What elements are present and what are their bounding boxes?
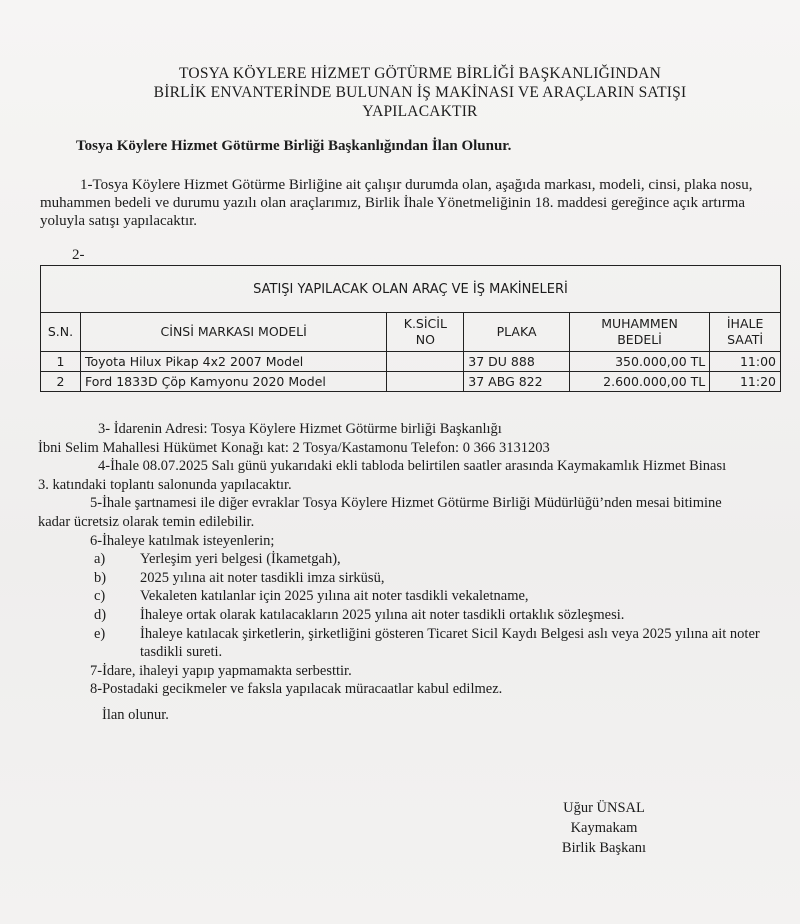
vehicle-table xyxy=(40,265,781,392)
table-row xyxy=(41,352,781,372)
list-marker: e) xyxy=(94,625,106,642)
cell-sn: 1 xyxy=(41,352,81,372)
cell-sicil xyxy=(387,352,464,372)
list-text: Yerleşim yeri belgesi (İkametgah), xyxy=(140,551,341,568)
header-sn: S.N. xyxy=(41,313,81,352)
signatory-name: Uğur ÜNSAL xyxy=(563,800,645,816)
heading-line-3: YAPILACAKTIR xyxy=(362,103,478,120)
signatory-title: Kaymakam xyxy=(570,820,638,836)
header-plaka: PLAKA xyxy=(464,313,570,352)
list-text: İhaleye katılacak şirketlerin, şirketliğini gösteren Ticaret Sicil Kaydı Belgesi aslı veya 2025 yılına ait noter tasdikli sureti. xyxy=(140,625,760,661)
list-item xyxy=(38,550,788,569)
list-marker: a) xyxy=(94,551,106,568)
cell-bedel: 2.600.000,00 TL xyxy=(569,372,709,392)
paragraph-5a: 5-İhale şartnamesi ile diğer evraklar Tosya Köylere Hizmet Götürme Birliği Müdürlüğü’nden mesai bitimine xyxy=(90,495,722,512)
list-text: İhaleye ortak olarak katılacakların 2025 yılına ait noter tasdikli ortaklık sözleşmesi. xyxy=(140,606,625,623)
cell-model: Toyota Hilux Pikap 4x2 2007 Model xyxy=(80,352,386,372)
table-caption: SATIŞI YAPILACAK OLAN ARAÇ VE İŞ MAKİNELERİ xyxy=(41,266,781,313)
body-text xyxy=(38,420,788,699)
list-text: 2025 yılına ait noter tasdikli imza sirküsü, xyxy=(140,569,385,586)
requirements-list xyxy=(38,550,788,662)
cell-plaka: 37 DU 888 xyxy=(464,352,570,372)
heading-line-2: BİRLİK ENVANTERİNDE BULUNAN İŞ MAKİNASI VE ARAÇLARIN SATIŞI xyxy=(153,84,687,101)
header-saat: İHALE SAATİ xyxy=(710,313,781,352)
paragraph-4b: 3. katındaki toplantı salonunda yapılacaktır. xyxy=(38,476,292,493)
announcement-subheading: Tosya Köylere Hizmet Götürme Birliği Başkanlığından İlan Olunur. xyxy=(76,138,512,154)
paragraph-3a: 3- İdarenin Adresi: Tosya Köylere Hizmet Götürme birliği Başkanlığı xyxy=(98,421,502,437)
cell-model: Ford 1833D Çöp Kamyonu 2020 Model xyxy=(80,372,386,392)
paragraph-4a: 4-İhale 08.07.2025 Salı günü yukarıdaki ekli tabloda belirtilen saatler arasında Kaymakamlık Hizmet Binası xyxy=(98,458,727,475)
paragraph-6: 6-İhaleye katılmak isteyenlerin; xyxy=(90,532,275,549)
table-row xyxy=(41,372,781,392)
signatory-role: Birlik Başkanı xyxy=(561,840,647,856)
list-item xyxy=(38,587,788,606)
list-marker: b) xyxy=(94,569,107,586)
cell-bedel: 350.000,00 TL xyxy=(569,352,709,372)
heading-line-1: TOSYA KÖYLERE HİZMET GÖTÜRME BİRLİĞİ BAŞKANLIĞINDAN xyxy=(179,65,661,82)
cell-saat: 11:20 xyxy=(710,372,781,392)
cell-sicil xyxy=(387,372,464,392)
header-model: CİNSİ MARKASI MODELİ xyxy=(80,313,386,352)
closing-line: İlan olunur. xyxy=(102,707,169,723)
list-marker: d) xyxy=(94,606,107,623)
signature-block xyxy=(556,798,652,858)
item-2-label: 2- xyxy=(72,247,85,263)
cell-plaka: 37 ABG 822 xyxy=(464,372,570,392)
cell-sn: 2 xyxy=(41,372,81,392)
document-heading xyxy=(120,64,720,121)
list-text: Vekaleten katılanlar için 2025 yılına ait noter tasdikli vekaletname, xyxy=(140,588,529,605)
paragraph-1: 1-Tosya Köylere Hizmet Götürme Birliğine ait çalışır durumda olan, aşağıda markası, modeli, cinsi, plaka nosu, muhammen bedeli ve durumu yazılı olan araçlarımız, Birlik İhale Yönetmeliğinin 18. maddesi gereğince açık artırma yoluyla satışı yapılacaktır. xyxy=(40,177,753,229)
list-item xyxy=(38,606,788,625)
cell-saat: 11:00 xyxy=(710,352,781,372)
list-item xyxy=(38,625,788,662)
paragraph-7: 7-İdare, ihaleyi yapıp yapmamakta serbesttir. xyxy=(90,662,352,679)
header-bedel: MUHAMMEN BEDELİ xyxy=(569,313,709,352)
list-marker: c) xyxy=(94,588,106,605)
list-item xyxy=(38,569,788,588)
paragraph-8: 8-Postadaki gecikmeler ve faksla yapılacak müracaatlar kabul edilmez. xyxy=(90,681,503,698)
header-sicil: K.SİCİL NO xyxy=(387,313,464,352)
paragraph-3b: İbni Selim Mahallesi Hükümet Konağı kat: 2 Tosya/Kastamonu Telefon: 0 366 3131203 xyxy=(38,439,550,456)
paragraph-5b: kadar ücretsiz olarak temin edilebilir. xyxy=(38,513,255,530)
